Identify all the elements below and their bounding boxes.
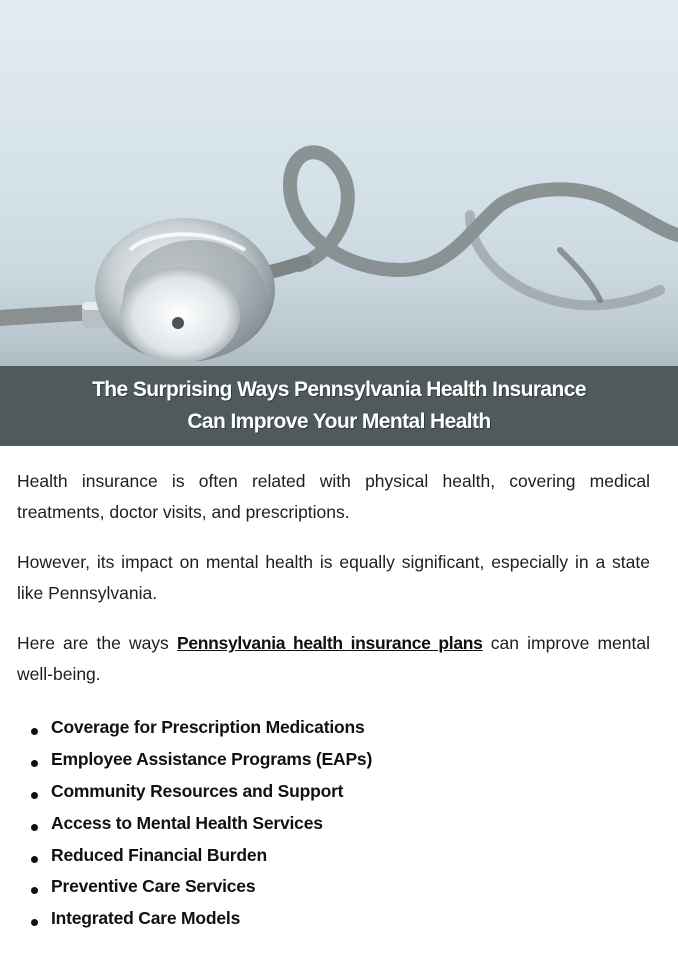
list-item-label: Access to Mental Health Services <box>51 812 323 833</box>
list-item <box>31 839 650 871</box>
ways-text-before: Here are the ways <box>17 633 177 653</box>
intro-paragraph: Health insurance is often related with physical health, covering medical treatments, doctor visits, and prescriptions. <box>17 471 650 522</box>
list-item-label: Integrated Care Models <box>51 908 241 929</box>
bullet-icon <box>31 824 38 831</box>
page-title <box>92 374 586 438</box>
bullet-icon <box>31 856 38 863</box>
list-item <box>31 712 650 744</box>
bullet-icon <box>31 919 38 926</box>
bullet-icon <box>31 728 38 735</box>
title-banner <box>0 366 678 446</box>
list-item-label: Employee Assistance Programs (EAPs) <box>51 749 373 770</box>
ways-paragraph <box>17 628 650 690</box>
bullet-icon <box>31 792 38 799</box>
impact-paragraph: However, its impact on mental health is equally significant, especially in a state like Pennsylvania. <box>17 552 650 603</box>
ways-text-after: can improve mental well-being. <box>17 633 650 684</box>
title-line-1: The Surprising Ways Pennsylvania Health Insurance <box>92 378 586 401</box>
list-item <box>31 871 650 903</box>
list-item-label: Community Resources and Support <box>51 780 344 801</box>
bullet-icon <box>31 887 38 894</box>
list-item <box>31 744 650 776</box>
hero-image <box>0 0 678 366</box>
list-item-label: Reduced Financial Burden <box>51 844 267 865</box>
list-item <box>31 776 650 808</box>
list-item-label: Preventive Care Services <box>51 876 256 897</box>
article-body <box>0 446 678 935</box>
stethoscope-icon <box>0 0 678 366</box>
list-item <box>31 807 650 839</box>
list-item <box>31 903 650 935</box>
pa-health-insurance-link[interactable]: Pennsylvania health insurance plans <box>176 633 483 653</box>
list-item-label: Coverage for Prescription Medications <box>51 717 365 738</box>
bullet-icon <box>31 760 38 767</box>
title-line-2: Can Improve Your Mental Health <box>187 410 491 433</box>
features-list <box>17 712 650 935</box>
